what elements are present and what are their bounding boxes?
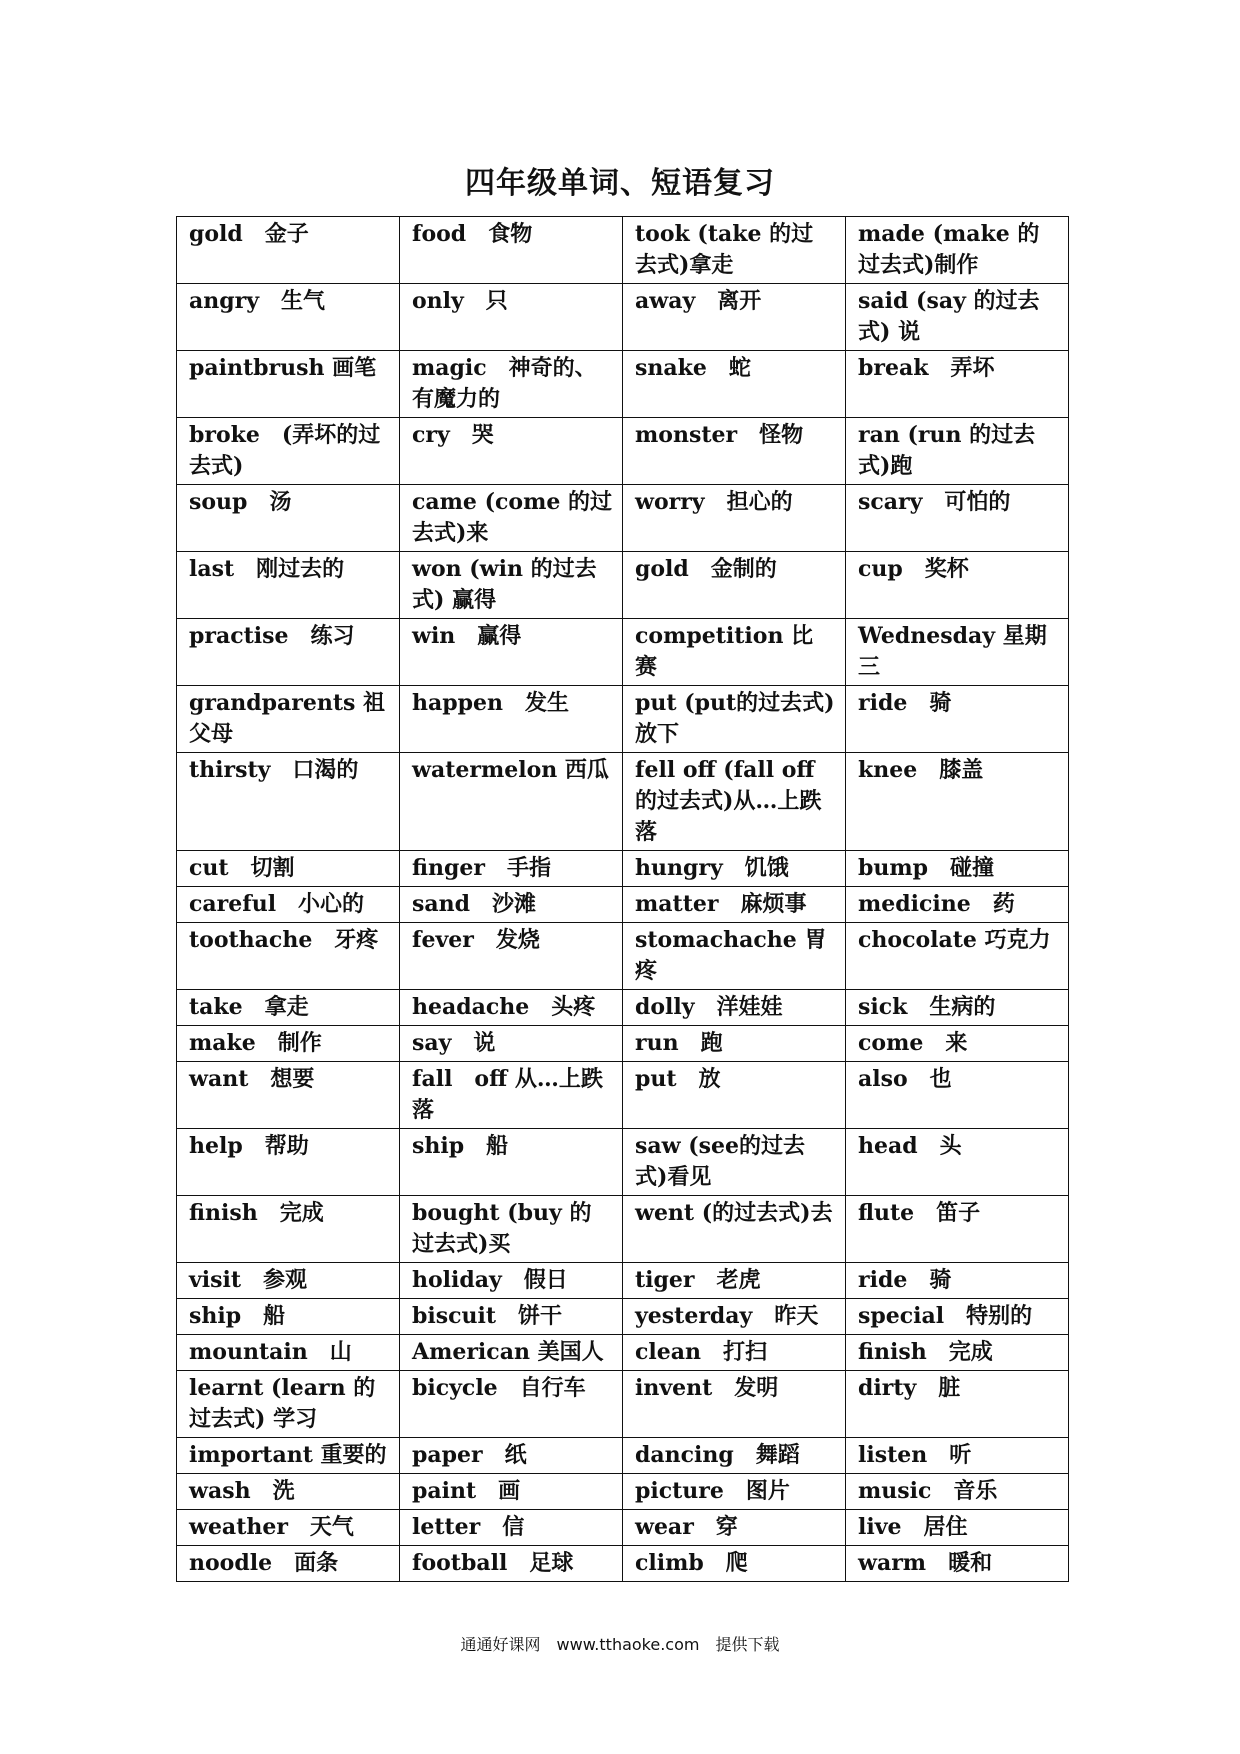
vocab-cell: broke (弄坏的过去式)	[177, 418, 400, 485]
vocab-cell: ride 骑	[846, 686, 1069, 753]
vocab-cell: worry 担心的	[623, 485, 846, 552]
vocab-cell: bicycle 自行车	[400, 1371, 623, 1438]
vocab-cell: chocolate 巧克力	[846, 923, 1069, 990]
vocab-cell: finish 完成	[846, 1335, 1069, 1371]
vocab-cell: flute 笛子	[846, 1196, 1069, 1263]
vocab-cell: gold 金子	[177, 217, 400, 284]
vocab-cell: learnt (learn 的过去式) 学习	[177, 1371, 400, 1438]
table-row	[177, 1546, 1069, 1582]
vocab-cell: wear 穿	[623, 1510, 846, 1546]
vocab-cell: ride 骑	[846, 1263, 1069, 1299]
vocab-cell: soup 汤	[177, 485, 400, 552]
vocab-cell: medicine 药	[846, 887, 1069, 923]
vocab-cell: won (win 的过去式) 赢得	[400, 552, 623, 619]
vocab-cell: cup 奖杯	[846, 552, 1069, 619]
vocab-cell: paper 纸	[400, 1438, 623, 1474]
vocabulary-table	[176, 216, 1069, 1582]
vocab-cell: last 刚过去的	[177, 552, 400, 619]
vocab-cell: special 特别的	[846, 1299, 1069, 1335]
vocab-cell: headache 头疼	[400, 990, 623, 1026]
table-row	[177, 351, 1069, 418]
vocab-cell: win 赢得	[400, 619, 623, 686]
table-row	[177, 990, 1069, 1026]
vocab-cell: letter 信	[400, 1510, 623, 1546]
vocab-cell: say 说	[400, 1026, 623, 1062]
vocab-cell: dolly 洋娃娃	[623, 990, 846, 1026]
table-row	[177, 887, 1069, 923]
table-row	[177, 923, 1069, 990]
vocab-cell: ran (run 的过去式)跑	[846, 418, 1069, 485]
vocab-cell: fell off (fall off 的过去式)从…上跌落	[623, 753, 846, 851]
vocab-cell: American 美国人	[400, 1335, 623, 1371]
table-row	[177, 284, 1069, 351]
vocab-cell: came (come 的过去式)来	[400, 485, 623, 552]
vocab-cell: music 音乐	[846, 1474, 1069, 1510]
vocab-cell: competition 比赛	[623, 619, 846, 686]
vocab-cell: thirsty 口渴的	[177, 753, 400, 851]
vocab-cell: wash 洗	[177, 1474, 400, 1510]
vocab-cell: come 来	[846, 1026, 1069, 1062]
table-row	[177, 1129, 1069, 1196]
vocab-cell: careful 小心的	[177, 887, 400, 923]
vocab-cell: put 放	[623, 1062, 846, 1129]
vocab-cell: took (take 的过去式)拿走	[623, 217, 846, 284]
vocab-cell: dancing 舞蹈	[623, 1438, 846, 1474]
vocab-cell: ship 船	[400, 1129, 623, 1196]
page-title: 四年级单词、短语复习	[465, 166, 775, 201]
table-row	[177, 1299, 1069, 1335]
vocab-cell: happen 发生	[400, 686, 623, 753]
table-row	[177, 1335, 1069, 1371]
table-row	[177, 686, 1069, 753]
vocab-cell: visit 参观	[177, 1263, 400, 1299]
vocab-cell: finish 完成	[177, 1196, 400, 1263]
vocab-cell: angry 生气	[177, 284, 400, 351]
vocab-cell: grandparents 祖父母	[177, 686, 400, 753]
vocab-cell: noodle 面条	[177, 1546, 400, 1582]
vocab-cell: sand 沙滩	[400, 887, 623, 923]
vocab-cell: bump 碰撞	[846, 851, 1069, 887]
vocab-cell: Wednesday 星期三	[846, 619, 1069, 686]
vocab-cell: also 也	[846, 1062, 1069, 1129]
table-row	[177, 485, 1069, 552]
vocab-cell: weather 天气	[177, 1510, 400, 1546]
table-row	[177, 1263, 1069, 1299]
vocab-cell: hungry 饥饿	[623, 851, 846, 887]
vocab-cell: snake 蛇	[623, 351, 846, 418]
vocab-cell: live 居住	[846, 1510, 1069, 1546]
vocab-cell: make 制作	[177, 1026, 400, 1062]
table-row	[177, 1196, 1069, 1263]
vocab-cell: only 只	[400, 284, 623, 351]
table-row	[177, 418, 1069, 485]
vocab-cell: take 拿走	[177, 990, 400, 1026]
table-row	[177, 753, 1069, 851]
vocab-cell: stomachache 胃疼	[623, 923, 846, 990]
vocab-cell: mountain 山	[177, 1335, 400, 1371]
vocab-cell: dirty 脏	[846, 1371, 1069, 1438]
vocab-cell: watermelon 西瓜	[400, 753, 623, 851]
vocab-cell: cry 哭	[400, 418, 623, 485]
vocab-cell: paint 画	[400, 1474, 623, 1510]
vocab-cell: said (say 的过去式) 说	[846, 284, 1069, 351]
table-row	[177, 1062, 1069, 1129]
vocab-cell: made (make 的过去式)制作	[846, 217, 1069, 284]
vocab-cell: matter 麻烦事	[623, 887, 846, 923]
vocab-cell: football 足球	[400, 1546, 623, 1582]
vocab-cell: help 帮助	[177, 1129, 400, 1196]
table-row	[177, 1474, 1069, 1510]
vocab-cell: want 想要	[177, 1062, 400, 1129]
vocab-cell: biscuit 饼干	[400, 1299, 623, 1335]
vocab-cell: monster 怪物	[623, 418, 846, 485]
table-row	[177, 552, 1069, 619]
vocab-cell: break 弄坏	[846, 351, 1069, 418]
table-row	[177, 1510, 1069, 1546]
vocab-cell: climb 爬	[623, 1546, 846, 1582]
vocab-cell: holiday 假日	[400, 1263, 623, 1299]
vocab-cell: saw (see的过去式)看见	[623, 1129, 846, 1196]
vocab-cell: bought (buy 的过去式)买	[400, 1196, 623, 1263]
table-row	[177, 619, 1069, 686]
table-row	[177, 1371, 1069, 1438]
vocab-cell: sick 生病的	[846, 990, 1069, 1026]
vocab-cell: put (put的过去式)放下	[623, 686, 846, 753]
vocab-cell: picture 图片	[623, 1474, 846, 1510]
table-row	[177, 217, 1069, 284]
vocab-cell: head 头	[846, 1129, 1069, 1196]
vocab-cell: run 跑	[623, 1026, 846, 1062]
vocab-cell: invent 发明	[623, 1371, 846, 1438]
vocabulary-table-body	[177, 217, 1069, 1582]
vocab-cell: clean 打扫	[623, 1335, 846, 1371]
vocab-cell: important 重要的	[177, 1438, 400, 1474]
vocab-cell: magic 神奇的、有魔力的	[400, 351, 623, 418]
vocab-cell: gold 金制的	[623, 552, 846, 619]
vocab-cell: knee 膝盖	[846, 753, 1069, 851]
vocab-cell: finger 手指	[400, 851, 623, 887]
vocab-cell: warm 暖和	[846, 1546, 1069, 1582]
table-row	[177, 1438, 1069, 1474]
vocab-cell: toothache 牙疼	[177, 923, 400, 990]
vocab-cell: listen 听	[846, 1438, 1069, 1474]
page-footer: 通通好课网 www.tthaoke.com 提供下载	[460, 1635, 780, 1654]
vocab-cell: practise 练习	[177, 619, 400, 686]
vocab-cell: ship 船	[177, 1299, 400, 1335]
vocab-cell: cut 切割	[177, 851, 400, 887]
vocab-cell: went (的过去式)去	[623, 1196, 846, 1263]
vocab-cell: fever 发烧	[400, 923, 623, 990]
vocab-cell: scary 可怕的	[846, 485, 1069, 552]
table-row	[177, 851, 1069, 887]
vocab-cell: away 离开	[623, 284, 846, 351]
vocab-cell: paintbrush 画笔	[177, 351, 400, 418]
vocab-cell: tiger 老虎	[623, 1263, 846, 1299]
vocab-cell: food 食物	[400, 217, 623, 284]
vocab-cell: yesterday 昨天	[623, 1299, 846, 1335]
table-row	[177, 1026, 1069, 1062]
vocab-cell: fall off 从…上跌落	[400, 1062, 623, 1129]
